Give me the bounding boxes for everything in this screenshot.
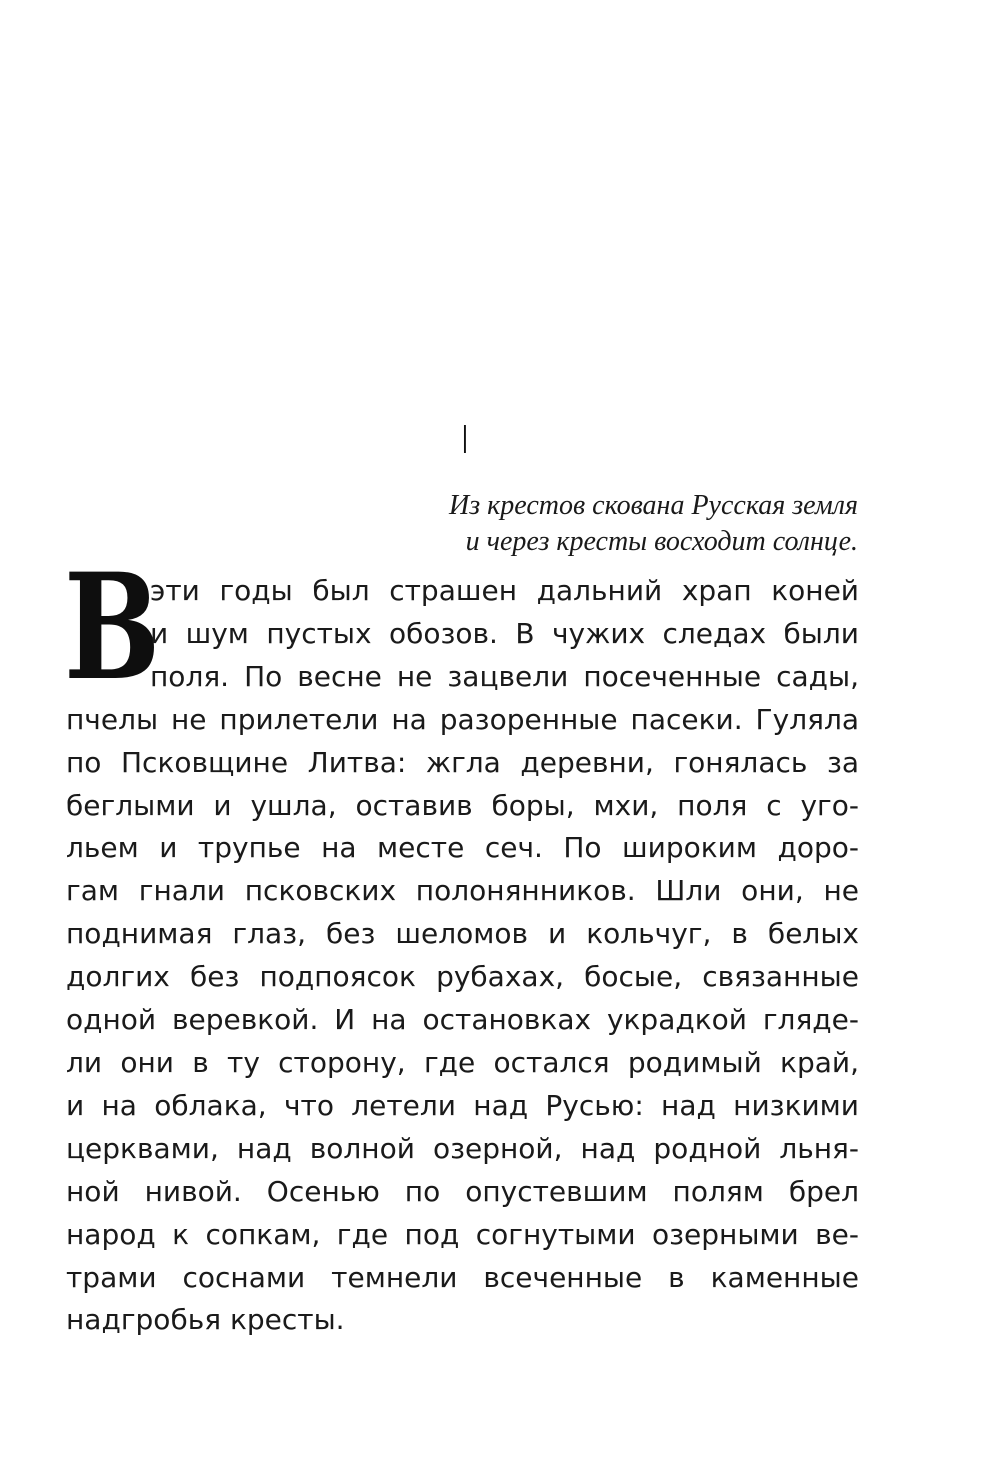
text-line: пчелы не прилетели на разоренные пасеки. Гуляла xyxy=(66,702,859,736)
text-line: ной нивой. Осенью по опустевшим полям брел xyxy=(66,1174,859,1208)
text-line: льем и трупье на месте сеч. По широким доро- xyxy=(66,831,859,865)
text-line: гам гнали псковских полонянников. Шли они, не xyxy=(66,874,859,908)
text-line: трами соснами темнели всеченные в каменные xyxy=(66,1260,859,1294)
epigraph xyxy=(158,488,858,560)
epigraph-line: и через кресты восходит солнце. xyxy=(465,526,858,557)
text-line: беглыми и ушла, оставив боры, мхи, поля с уго- xyxy=(66,788,859,822)
text-line: поднимая глаз, без шеломов и кольчуг, в белых xyxy=(66,917,859,951)
text-line: ли они в ту сторону, где остался родимый край, xyxy=(66,1045,859,1079)
text-line: народ к сопкам, где под согнутыми озерными ве- xyxy=(66,1217,859,1251)
text-line: и на облака, что летели над Русью: над низкими xyxy=(66,1088,859,1122)
text-line: эти годы был страшен дальний храп коней xyxy=(150,574,859,607)
text-line: надгробья кресты. xyxy=(66,1303,345,1337)
text-line: церквами, над волной озерной, над родной льня- xyxy=(66,1131,859,1165)
text-line: и шум пустых обозов. В чужих следах были xyxy=(150,616,859,650)
text-line: одной веревкой. И на остановках украдкой гляде- xyxy=(66,1003,859,1037)
body-paragraph xyxy=(64,542,859,1342)
text-line: долгих без подпоясок рубахах, босые, связанные xyxy=(66,960,859,994)
text-line: по Псковщине Литва: жгла деревни, гонялась за xyxy=(66,745,859,779)
text-line: поля. По весне не зацвели посеченные сады, xyxy=(150,659,859,693)
epigraph-line: Из крестов скована Русская земля xyxy=(449,490,858,521)
chapter-number: I xyxy=(459,418,471,462)
drop-cap: В xyxy=(64,542,161,713)
